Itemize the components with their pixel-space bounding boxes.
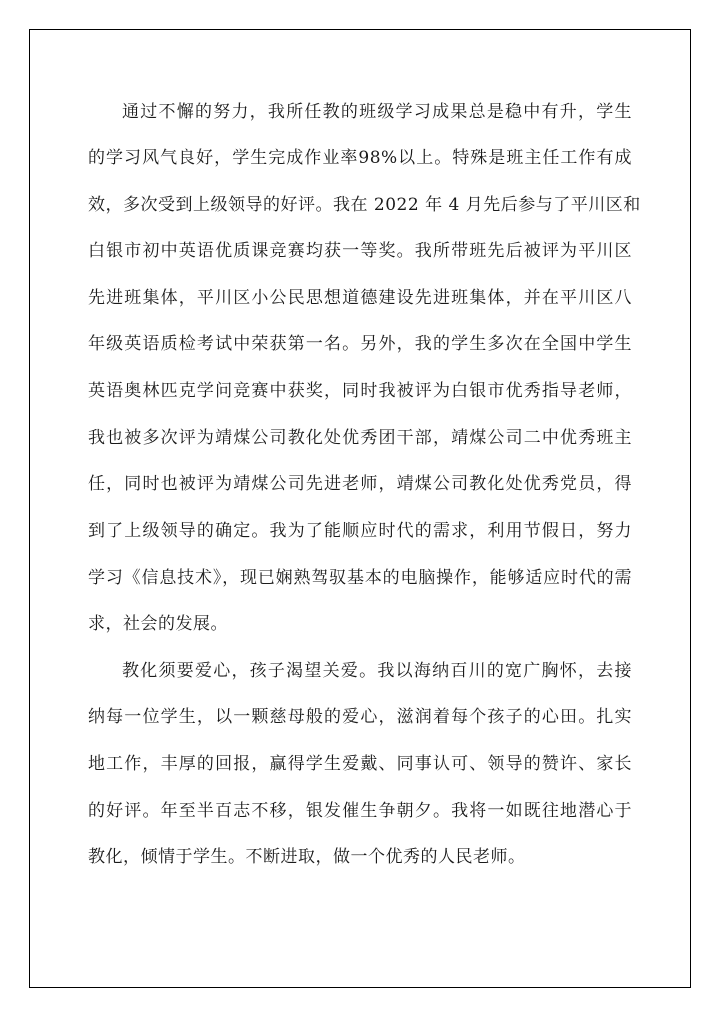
paragraph-1-line-10: 到了上级领导的确定。我为了能顺应时代的需求，利用节假日，努力	[88, 521, 632, 541]
paragraph-1-line-7: 英语奥林匹克学问竞赛中获奖，同时我被评为白银市优秀指导老师，	[88, 381, 632, 401]
paragraph-1-line-9: 任，同时也被评为靖煤公司先进老师，靖煤公司教化处优秀党员，得	[88, 474, 632, 494]
paragraph-2-line-1: 教化须要爱心，孩子渴望关爱。我以海纳百川的宽广胸怀，去接	[122, 661, 632, 681]
paragraph-1-line-12: 求，社会的发展。	[88, 614, 228, 634]
paragraph-2-line-4: 的好评。年至半百志不移，银发催生争朝夕。我将一如既往地潜心于	[88, 801, 632, 821]
paragraph-1-line-1: 通过不懈的努力，我所任教的班级学习成果总是稳中有升，学生	[122, 102, 632, 122]
paragraph-1-line-2: 的学习风气良好，学生完成作业率98%以上。特殊是班主任工作有成	[88, 148, 632, 168]
paragraph-1-line-11: 学习《信息技术》，现已娴熟驾驭基本的电脑操作，能够适应时代的需	[88, 568, 632, 588]
paragraph-1-line-6: 年级英语质检考试中荣获第一名。另外，我的学生多次在全国中学生	[88, 334, 632, 354]
paragraph-1-line-5: 先进班集体，平川区小公民思想道德建设先进班集体，并在平川区八	[88, 288, 632, 308]
paragraph-1-line-3: 效，多次受到上级领导的好评。我在 2022 年 4 月先后参与了平川区和	[88, 195, 641, 215]
paragraph-2-line-2: 纳每一位学生，以一颗慈母般的爱心，滋润着每个孩子的心田。扎实	[88, 707, 632, 727]
paragraph-1-line-4: 白银市初中英语优质课竞赛均获一等奖。我所带班先后被评为平川区	[88, 241, 632, 261]
paragraph-2-line-3: 地工作，丰厚的回报，赢得学生爱戴、同事认可、领导的赞许、家长	[88, 754, 632, 774]
paragraph-1-line-8: 我也被多次评为靖煤公司教化处优秀团干部，靖煤公司二中优秀班主	[88, 428, 632, 448]
paragraph-2-line-5: 教化，倾情于学生。不断进取，做一个优秀的人民老师。	[88, 847, 526, 867]
